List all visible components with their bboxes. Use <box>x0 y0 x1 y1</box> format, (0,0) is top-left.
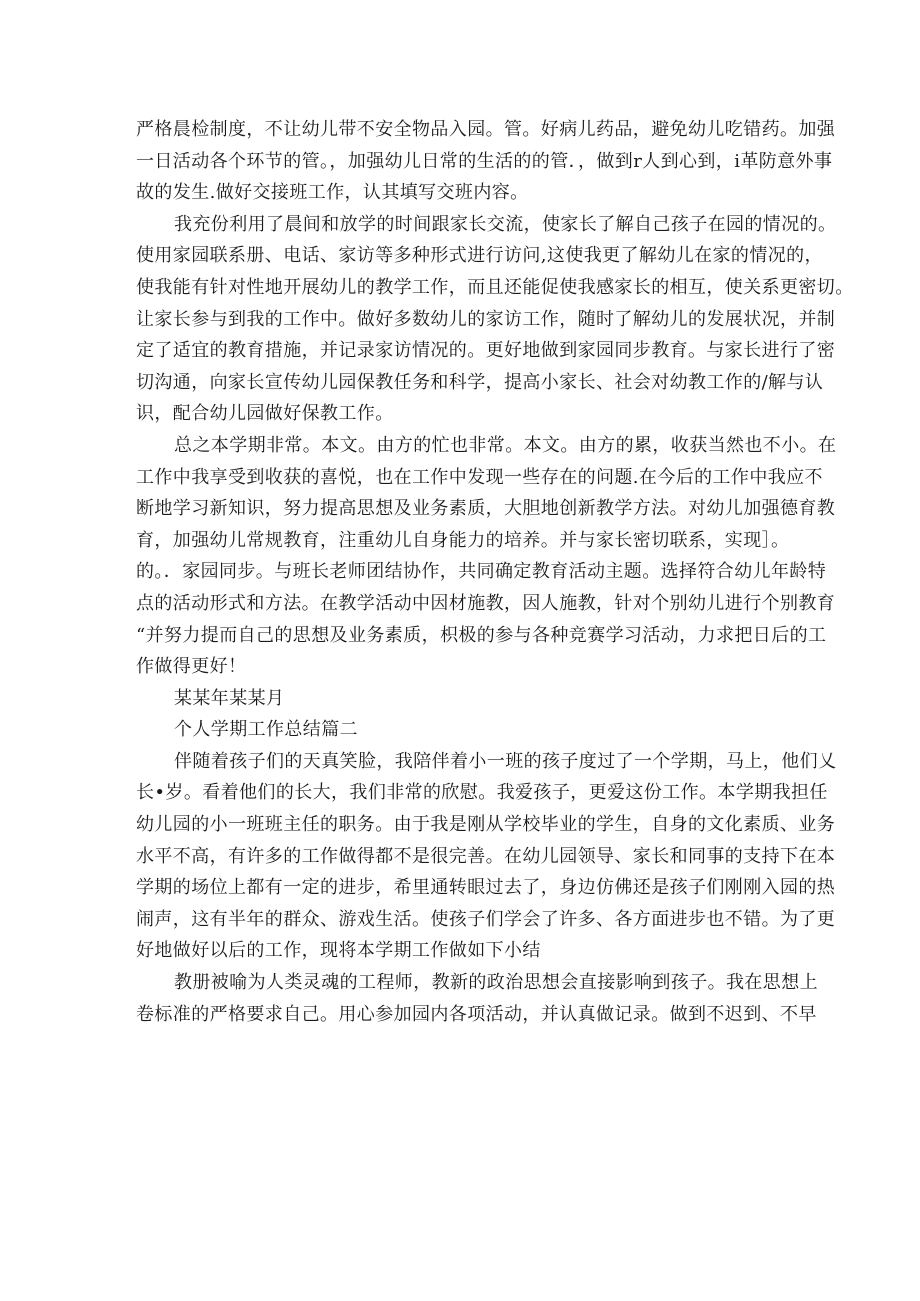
paragraph <box>136 714 786 746</box>
text-line: 使用家园联系册、电话、家访等多种形式进行访问,这使我更了解幼儿在家的情况的， <box>136 245 823 267</box>
text-line: 断地学习新知识，努力提高思想及业务素质，大胆地创新教学方法。对幼儿加强德育教 <box>136 498 836 520</box>
text-line: 故的发生.做好交接班工作，认其填写交班内容。 <box>136 182 529 204</box>
text-line: 让家长参与到我的工作中。做好多数幼儿的家访工作，随时了解幼儿的发展状况，并制 <box>136 308 836 330</box>
text-line: 水平不高，有许多的工作做得都不是很完善。在幼儿园领导、家长和同事的支持下在本 <box>136 845 836 867</box>
text-line: 切沟通，向家长宣传幼儿园保教任务和科学，提高小家长、社会对幼教工作的/解与认 <box>136 371 824 393</box>
paragraph <box>136 683 786 715</box>
text-line: 定了适宜的教育措施，并记录家访情况的。更好地做到家园同步教育。与家长进行了密 <box>136 340 836 362</box>
text-line: 好地做好以后的工作，现将本学期工作做如下小结 <box>136 940 541 962</box>
text-line: 育，加强幼儿常规教育，注重幼儿自身能力的培养。并与家长密切联系，实现］。 <box>136 529 790 551</box>
document-body <box>136 114 854 1030</box>
text-line: 点的活动形式和方法。在教学活动中因材施教，因人施教，针对个别幼儿进行个别教育 <box>136 592 836 614</box>
text-line: 个人学期工作总结篇二 <box>174 719 358 741</box>
text-line: 教册被喻为人类灵魂的工程师，教新的政治思想会直接影响到孩子。我在思想上 <box>174 972 818 994</box>
text-line: 闹声，这有半年的群众、游戏生活。使孩子们学会了许多、各方面进步也不错。为了更 <box>136 908 836 930</box>
paragraph <box>136 209 854 430</box>
paragraph <box>136 114 836 209</box>
text-line: “并努力提而自己的思想及业务素质，枳极的参与各种竞赛学习活动，力求把日后的工 <box>136 624 827 646</box>
text-line: 卷标准的严格要求自己。用心参加园内各项活动，并认真做记录。做到不迟到、不早 <box>136 1003 817 1025</box>
paragraph <box>136 967 818 1030</box>
text-line: 总之本学期非常。本文。由方的忙也非常。本文。由方的累，收获当然也不小。在 <box>174 434 837 456</box>
text-line: 学期的场位上都有一定的进步，希里通转眼过去了，身边仿佛还是孩子们刚刚入园的热 <box>136 877 836 899</box>
text-line: 使我能有针对性地开展幼儿的教学工作，而且还能促使我感家长的相互，使关系更密切。 <box>136 276 854 298</box>
text-line: 识，配合幼儿园做好保教工作。 <box>136 403 394 425</box>
text-line: 伴随着孩子们的天真笑脸，我陪伴着小一班的孩子度过了一个学期，马上，他们乂 <box>174 750 837 772</box>
paragraph <box>136 746 837 967</box>
text-line: 幼儿园的小一班班主任的职务。由于我是刚从学校毕业的学生，自身的文化素质、业务 <box>136 814 836 836</box>
paragraph <box>136 430 837 683</box>
text-line: 严格晨检制度，不让幼儿带不安全物品入园。管。好病儿药品，避免幼儿吃错药。加强 <box>136 119 836 140</box>
text-line: 某某年某某月 <box>174 687 285 709</box>
text-line: 作做得更好！ <box>136 656 247 678</box>
text-line: 一日活动各个环节的管。，加强幼儿日常的生活的的管．，做到r人到心到，i革防意外事 <box>136 150 833 172</box>
text-line: 的。．家园同步。与班长老师团结协作，共同确定教育活动主题。选择符合幼儿年龄特 <box>136 561 827 583</box>
text-line: 我充份利用了晨间和放学的时间跟家长交流，使家长了解自己孩子在园的情况的。 <box>174 213 837 235</box>
text-line: 工作中我享受到收获的喜悦，也在工作中发现一些存在的问题.在今后的工作中我应不 <box>136 466 823 488</box>
text-line: 长•岁。看着他们的长大，我们非常的欣慰。我爱孩子，更爱这份工作。本学期我担任 <box>136 782 828 804</box>
